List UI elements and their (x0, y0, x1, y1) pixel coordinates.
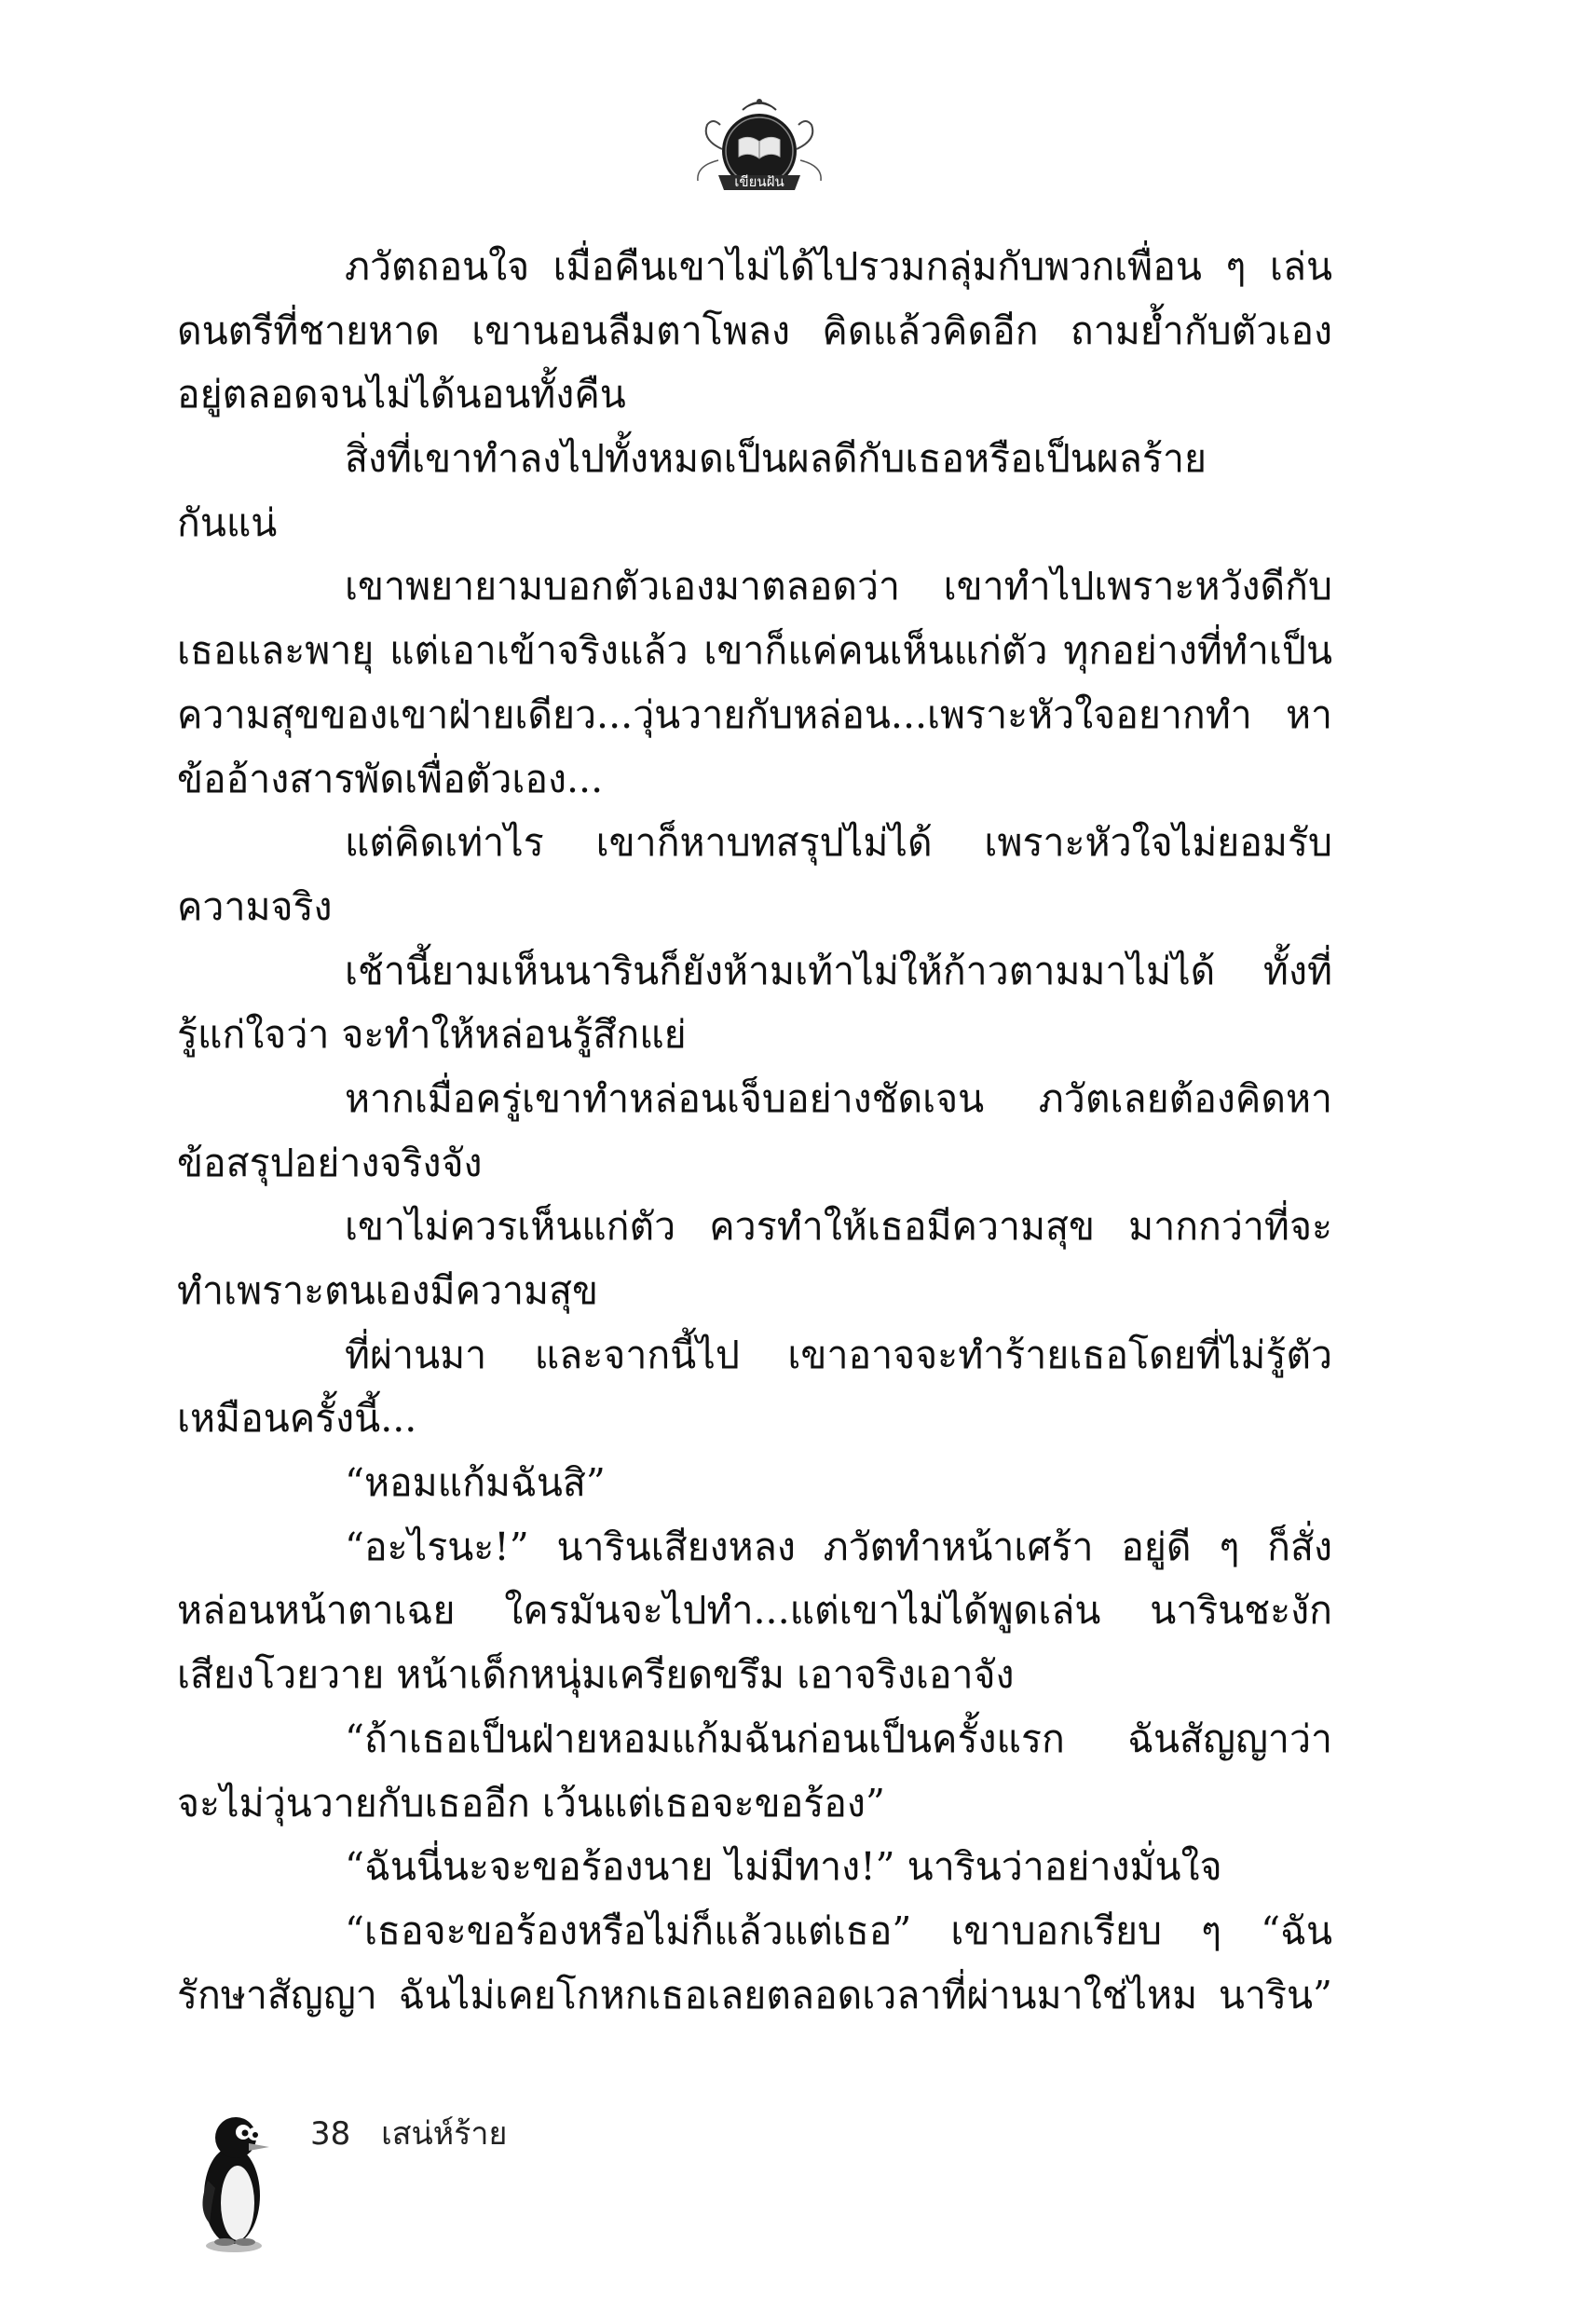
paragraph-line: ที่ผ่านมา และจากนี้ไป เขาอาจจะทำร้ายเธอโดยที่ไม่รู้ตัว (345, 1332, 1332, 1377)
paragraph-line: อยู่ตลอดจนไม่ได้นอนทั้งคืน (177, 372, 626, 417)
page-footer (310, 2111, 507, 2157)
paragraph-line: แต่คิดเท่าไร เขาก็หาบทสรุปไม่ได้ เพราะหัวใจไม่ยอมรับ (345, 820, 1332, 866)
paragraph-line: จะไม่วุ่นวายกับเธออีก เว้นแต่เธอจะขอร้อง” (177, 1780, 885, 1826)
paragraph-line: ดนตรีที่ชายหาด เขานอนลืมตาโพลง คิดแล้วคิดอีก ถามย้ำกับตัวเอง (177, 308, 1332, 353)
paragraph-line: ความจริง (177, 883, 333, 929)
paragraph-line: ความสุขของเขาฝ่ายเดียว...วุ่นวายกับหล่อน...เพราะหัวใจอยากทำ หา (177, 691, 1332, 737)
page-number: 38 (310, 2115, 351, 2153)
paragraph-line: “ถ้าเธอเป็นฝ่ายหอมแก้มฉันก่อนเป็นครั้งแรก ฉันสัญญาว่า (345, 1716, 1332, 1761)
header-logo (685, 93, 834, 200)
paragraph-line: ข้ออ้างสารพัดเพื่อตัวเอง... (177, 756, 604, 801)
paragraph-line: รู้แก่ใจว่า จะทำให้หล่อนรู้สึกแย่ (177, 1012, 687, 1058)
paragraph-line: “ฉันนี่นะจะขอร้องนาย ไม่มีทาง!” นารินว่าอย่างมั่นใจ (345, 1844, 1222, 1890)
paragraph-line: หากเมื่อครู่เขาทำหล่อนเจ็บอย่างชัดเจน ภวัตเลยต้องคิดหา (345, 1075, 1332, 1121)
body-text (177, 235, 1332, 2027)
penguin-icon (191, 2106, 280, 2255)
paragraph-line: รักษาสัญญา ฉันไม่เคยโกหกเธอเลยตลอดเวลาที่ผ่านมาใช่ไหม นาริน” (177, 1972, 1332, 2017)
paragraph-line: หล่อนหน้าตาเฉย ใครมันจะไปทำ...แต่เขาไม่ได้พูดเล่น นารินชะงัก (177, 1588, 1332, 1634)
paragraph-line: “เธอจะขอร้องหรือไม่ก็แล้วแต่เธอ” เขาบอกเรียบ ๆ “ฉัน (345, 1908, 1332, 1953)
paragraph-line: กันแน่ (177, 499, 278, 545)
paragraph-line: เสียงโวยวาย หน้าเด็กหนุ่มเครียดขรึม เอาจริงเอาจัง (177, 1652, 1015, 1698)
paragraph-line: สิ่งที่เขาทำลงไปทั้งหมดเป็นผลดีกับเธอหรือเป็นผลร้าย (345, 436, 1207, 482)
footer-mascot (191, 2106, 280, 2255)
paragraph-line: เหมือนครั้งนี้... (177, 1396, 417, 1442)
paragraph-line: เช้านี้ยามเห็นนารินก็ยังห้ามเท้าไม่ให้ก้าวตามมาไม่ได้ ทั้งที่ (345, 948, 1332, 993)
paragraph-line: ทำเพราะตนเองมีความสุข (177, 1268, 599, 1313)
logo-text: เขียนฝัน (734, 173, 784, 190)
paragraph-line: ข้อสรุปอย่างจริงจัง (177, 1140, 483, 1185)
paragraph-line: “หอมแก้มฉันสิ” (345, 1460, 606, 1506)
book-title: เสน่ห์ร้าย (381, 2115, 508, 2153)
paragraph-line: เขาไม่ควรเห็นแก่ตัว ควรทำให้เธอมีความสุข มากกว่าที่จะ (345, 1204, 1332, 1250)
paragraph-line: เธอและพายุ แต่เอาเข้าจริงแล้ว เขาก็แค่คนเห็นแก่ตัว ทุกอย่างที่ทำเป็น (177, 628, 1332, 674)
paragraph-line: ภวัตถอนใจ เมื่อคืนเขาไม่ได้ไปรวมกลุ่มกับพวกเพื่อน ๆ เล่น (345, 244, 1332, 289)
paragraph-line: “อะไรนะ!” นารินเสียงหลง ภวัตทำหน้าเศร้า อยู่ดี ๆ ก็สั่ง (345, 1524, 1332, 1569)
paragraph-line: เขาพยายามบอกตัวเองมาตลอดว่า เขาทำไปเพราะหวังดีกับ (345, 564, 1332, 609)
